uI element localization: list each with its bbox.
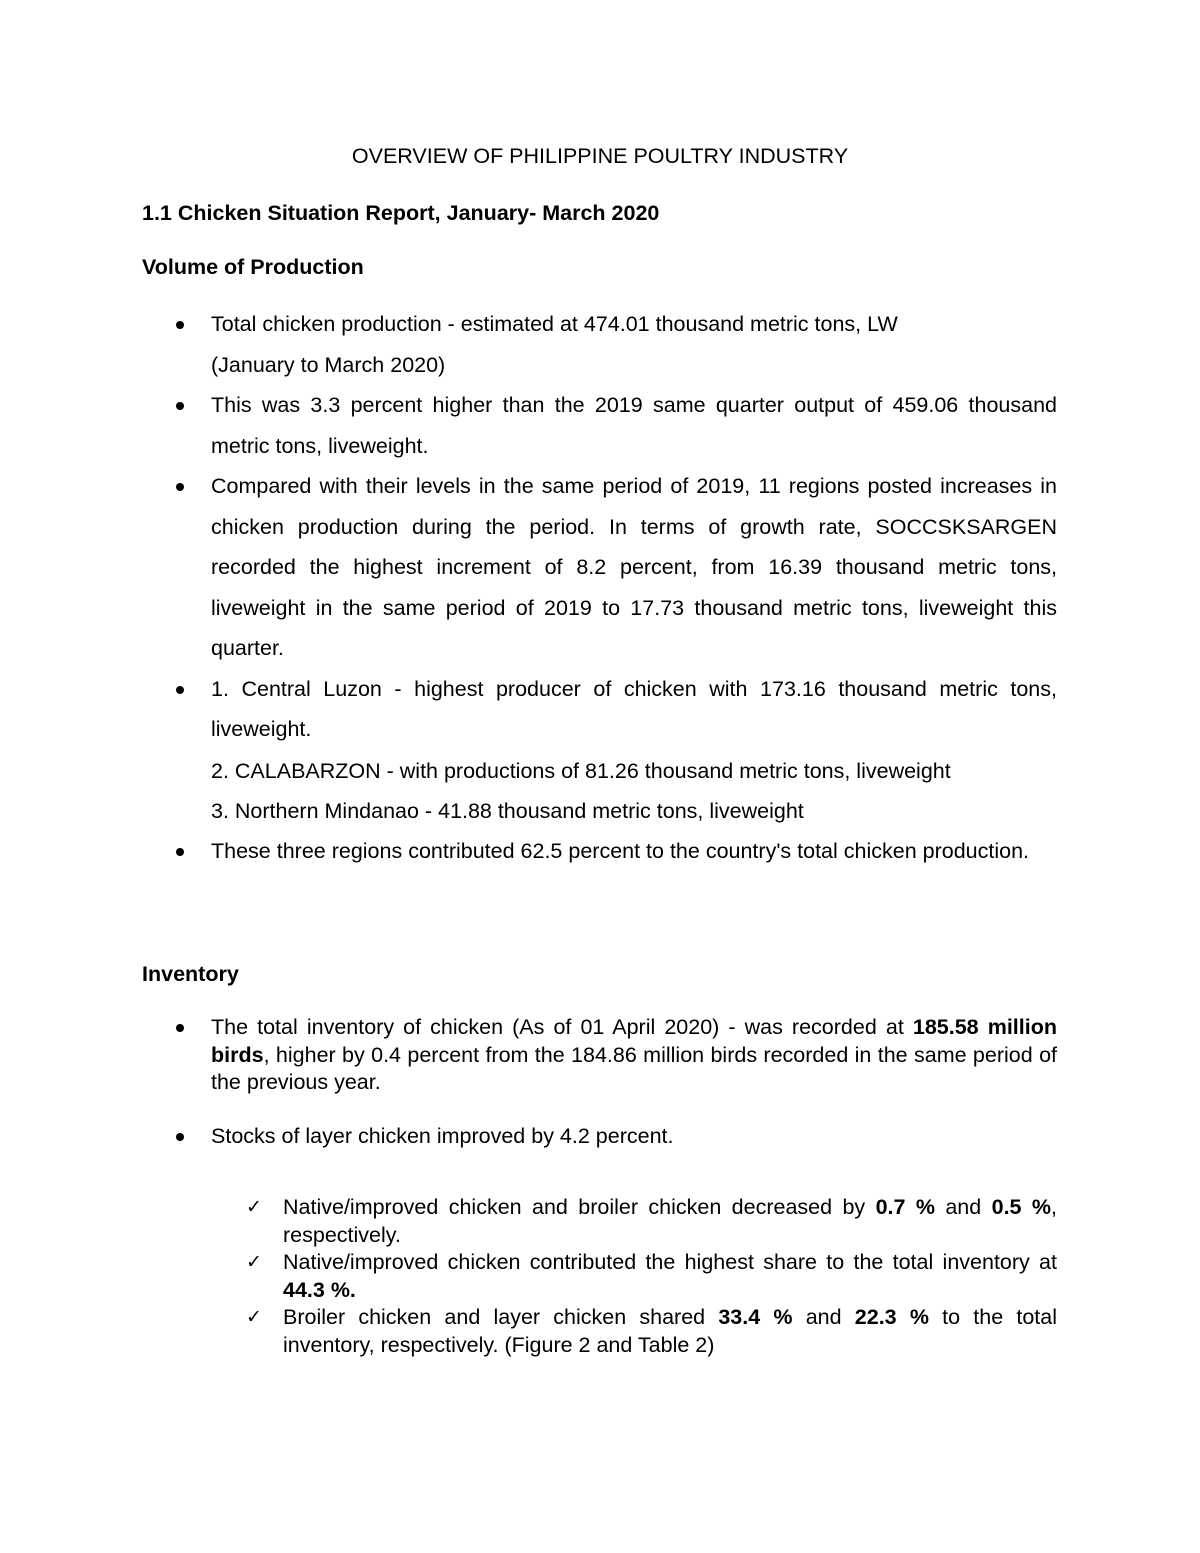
document-title: OVERVIEW OF PHILIPPINE POULTRY INDUSTRY (351, 144, 849, 168)
list-item (0, 385, 1057, 466)
broiler-decrease-value: 0.5 % (991, 1195, 1051, 1219)
check-1-tail: , respectively. (283, 1195, 1057, 1247)
check-2-text: Native/improved chicken contributed the highest share to the total inventory at (283, 1250, 1057, 1274)
check-1-and: and (934, 1195, 992, 1219)
list-item (0, 1249, 1057, 1304)
bullet-icon (174, 1014, 186, 1042)
inventory-heading: Inventory (142, 962, 239, 986)
list-item (0, 831, 1057, 872)
inventory-total-birds: 185.58 million birds (211, 1015, 1057, 1067)
checkmark-icon: ✓ (246, 1196, 262, 1218)
inventory-list (0, 1014, 1200, 1097)
rank-3-line: 3. Northern Mindanao - 41.88 thousand metric tons, liveweight (211, 799, 804, 823)
production-bullet-2: This was 3.3 percent higher than the 2019 same quarter output of 459.06 thousand metric tons, liveweight. (211, 393, 1057, 458)
production-bullet-3: Compared with their levels in the same period of 2019, 11 regions posted increases in chicken production during the period. In terms of growth rate, SOCCSKSARGEN recorded the highest increment of 8.2 percent, from 16.39 thousand metric tons, liveweight in the same period of 2019 to 17.73 thousand metric tons, liveweight this quarter. (211, 474, 1057, 660)
list-item (0, 1014, 1057, 1097)
volume-heading: Volume of Production (142, 255, 364, 279)
list-item (0, 466, 1057, 669)
bullet-icon (174, 1123, 186, 1151)
bullet-icon (174, 385, 186, 426)
layer-share-value: 22.3 % (854, 1305, 929, 1329)
inventory-checklist (0, 1194, 1200, 1359)
list-item (0, 1194, 1057, 1249)
check-3-text: Broiler chicken and layer chicken shared (283, 1305, 719, 1329)
native-share-value: 44.3 %. (283, 1277, 356, 1302)
list-item (0, 1304, 1057, 1359)
native-decrease-value: 0.7 % (875, 1195, 935, 1219)
bullet-icon (174, 831, 186, 872)
production-bullet-1-line-2: (January to March 2020) (211, 352, 446, 377)
list-item (0, 1123, 1057, 1151)
list-item (0, 669, 1057, 750)
inventory-bullet-1-tail: , higher by 0.4 percent from the 184.86 million birds recorded in the same period of the previous year. (211, 1042, 1057, 1094)
bullet-icon (174, 304, 186, 345)
list-item (0, 304, 1057, 385)
production-summary-list (0, 831, 1200, 872)
broiler-share-value: 33.4 % (718, 1305, 793, 1329)
inventory-bullet-2: Stocks of layer chicken improved by 4.2 percent. (211, 1124, 674, 1148)
checkmark-icon: ✓ (246, 1251, 262, 1273)
bullet-icon (174, 669, 186, 710)
production-list (0, 304, 1200, 750)
inventory-list-2 (0, 1123, 1200, 1151)
bullet-icon (174, 466, 186, 507)
rank-2-line: 2. CALABARZON - with productions of 81.26 thousand metric tons, liveweight (211, 759, 951, 783)
checkmark-icon: ✓ (246, 1306, 262, 1328)
section-heading: 1.1 Chicken Situation Report, January- March 2020 (142, 201, 660, 225)
production-bullet-1-line-1: Total chicken production - estimated at 474.01 thousand metric tons, LW (211, 312, 898, 336)
check-3-tail: to the total inventory, respectively. (Figure 2 and Table 2) (283, 1305, 1058, 1357)
check-1-text: Native/improved chicken and broiler chicken decreased by (283, 1195, 876, 1219)
production-bullet-5: These three regions contributed 62.5 percent to the country's total chicken production. (211, 839, 1030, 863)
production-bullet-4: 1. Central Luzon - highest producer of chicken with 173.16 thousand metric tons, liveweight. (211, 676, 1057, 741)
inventory-bullet-1-text: The total inventory of chicken (As of 01 April 2020) - was recorded at (211, 1015, 913, 1039)
check-3-and: and (792, 1305, 855, 1329)
